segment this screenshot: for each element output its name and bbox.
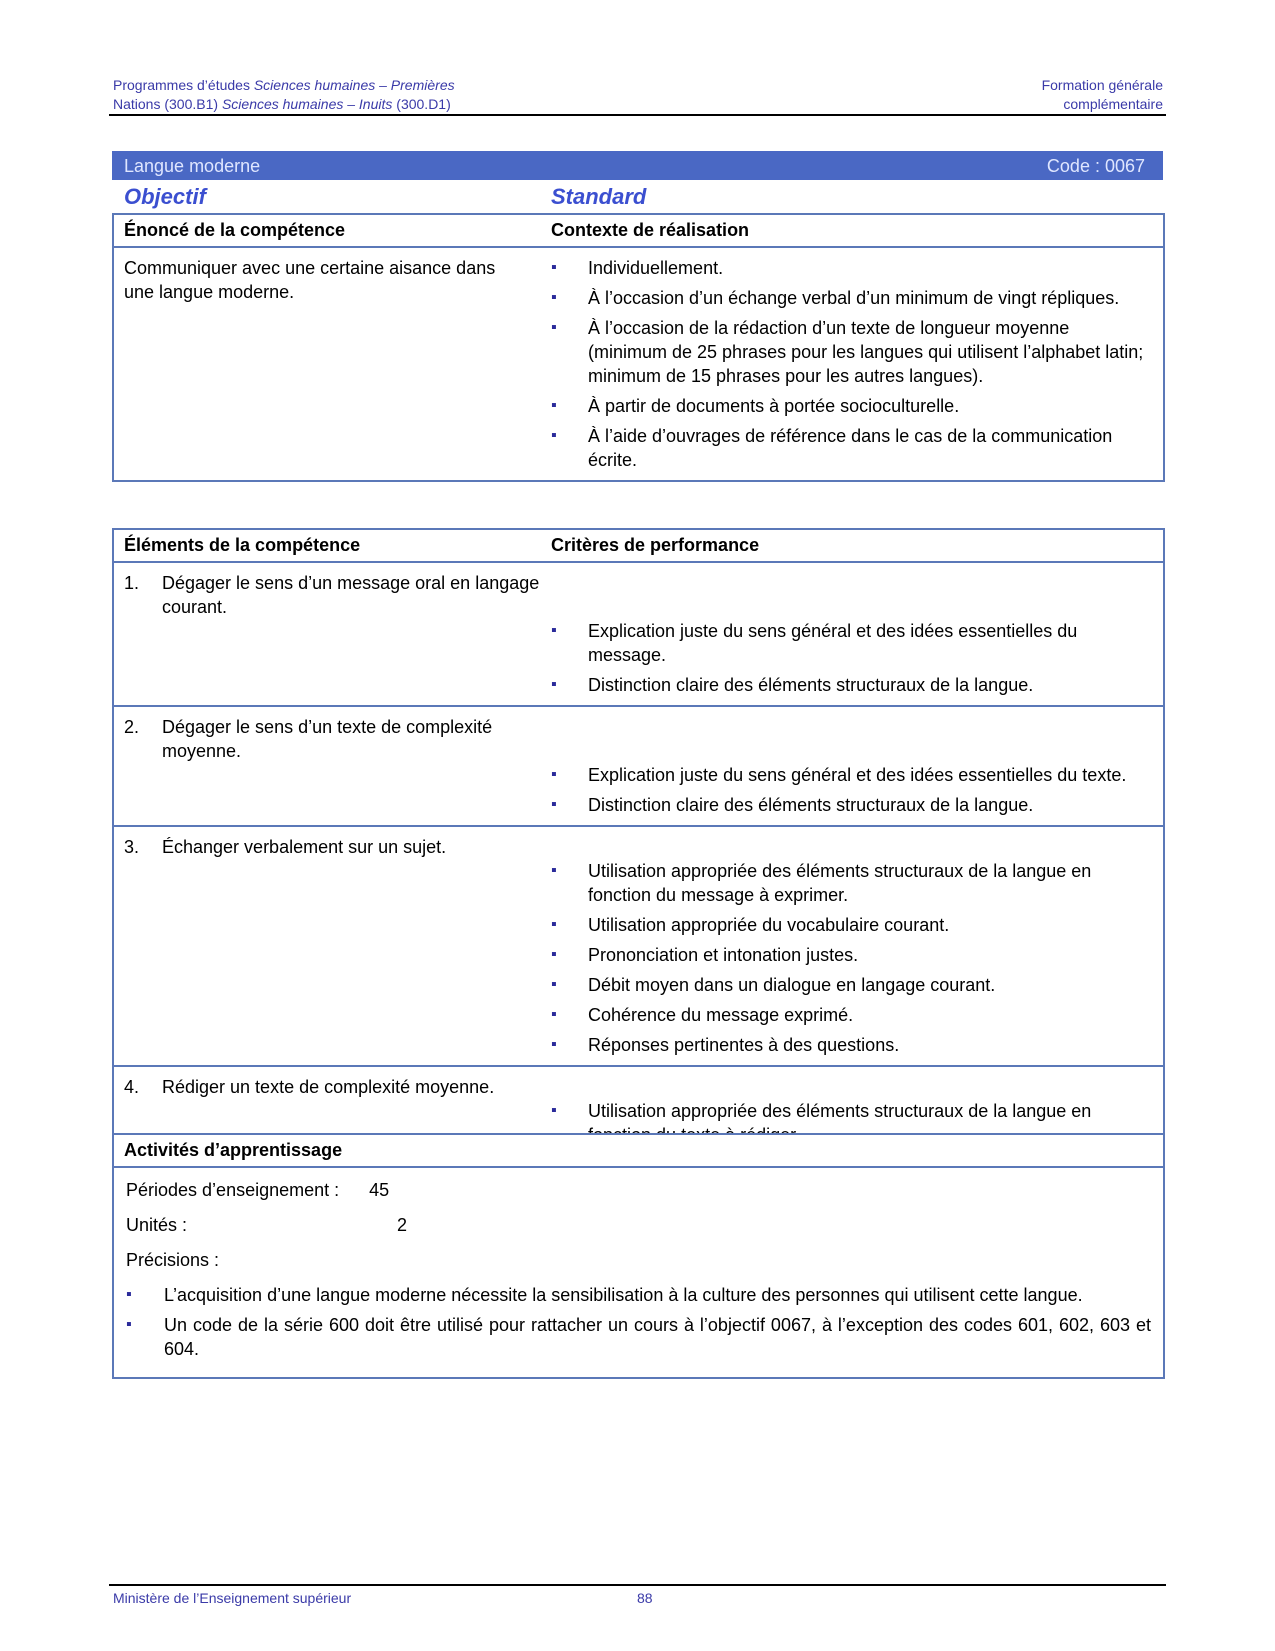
list-item: ▪ À l’occasion de la rédaction d’un texte de longueur moyenne (minimum de 25 phrases pour les langues qui utilisent l’alphabet latin; minimum de 15 phrases pour les autres langues). [551, 318, 1144, 386]
bullet-icon: ▪ [551, 862, 557, 879]
enonce-heading: Énoncé de la compétence [124, 220, 346, 240]
elements-box-head [114, 530, 1163, 563]
activites-heading: Activités d’apprentissage [124, 1140, 343, 1160]
contexte-heading: Contexte de réalisation [551, 220, 750, 240]
header-right-line2: complémentaire [1063, 96, 1163, 112]
objectif-heading: Objectif [124, 184, 206, 209]
list-item: ▪ Individuellement. [551, 258, 724, 278]
course-title: Langue moderne [124, 156, 261, 176]
element-text: Dégager le sens d’un message oral en langage courant. [162, 573, 540, 617]
elements-heading: Éléments de la compétence [124, 535, 361, 555]
list-item: ▪ À l’aide d’ouvrages de référence dans le cas de la communication écrite. [551, 426, 1113, 470]
page-number: 88 [637, 1590, 653, 1606]
periodes-line [126, 1178, 1151, 1202]
list-item: ▪ Utilisation appropriée du vocabulaire courant. [551, 915, 950, 935]
contexte-list [551, 248, 1163, 480]
element-row-2 [114, 705, 1163, 825]
bullet-icon: ▪ [551, 289, 557, 306]
unites-label: Unités : [126, 1215, 188, 1235]
element-number: 4. [124, 1077, 140, 1097]
element-text: Dégager le sens d’un texte de complexité moyenne. [162, 717, 493, 761]
list-item: ▪ Distinction claire des éléments structuraux de la langue. [551, 795, 1034, 815]
bullet-icon: ▪ [551, 397, 557, 414]
header-right-line1: Formation générale [1041, 77, 1163, 93]
bullet-icon: ▪ [551, 259, 557, 276]
course-code: Code : 0067 [1046, 156, 1145, 176]
bullet-icon: ▪ [551, 766, 557, 783]
bullet-icon: ▪ [126, 1316, 132, 1333]
list-item: ▪ Explication juste du sens général et des idées essentielles du message. [551, 621, 1078, 665]
element-item [124, 1075, 562, 1099]
activites-body [114, 1168, 1163, 1377]
element-text: Échanger verbalement sur un sujet. [162, 837, 447, 857]
bullet-icon: ▪ [551, 1036, 557, 1053]
bullet-icon: ▪ [551, 427, 557, 444]
section-heads [112, 184, 1163, 214]
element-item [124, 835, 562, 859]
element-row-1 [114, 563, 1163, 705]
running-header [113, 76, 1163, 116]
header-line1-prefix: Programmes d’études [113, 77, 254, 93]
footer-rule [109, 1584, 1166, 1586]
list-item: ▪ Débit moyen dans un dialogue en langage courant. [551, 975, 996, 995]
list-item: ▪ Distinction claire des éléments structuraux de la langue. [551, 675, 1034, 695]
header-line2-italic: Sciences humaines – Inuits [221, 96, 393, 112]
criteres-list [551, 851, 1163, 1065]
title-band [112, 151, 1163, 180]
activites-box [112, 1133, 1165, 1379]
element-number: 2. [124, 717, 140, 737]
header-rule [109, 114, 1166, 116]
header-line2-prefix: Nations (300.B1) [113, 96, 222, 112]
bullet-icon: ▪ [551, 1006, 557, 1023]
periodes-label: Périodes d’enseignement : [126, 1180, 340, 1200]
bullet-icon: ▪ [551, 976, 557, 993]
list-item: ▪ Réponses pertinentes à des questions. [551, 1035, 900, 1055]
element-item [124, 715, 562, 763]
list-item: ▪ Cohérence du message exprimé. [551, 1005, 854, 1025]
footer-ministry: Ministère de l’Enseignement supérieur [113, 1590, 352, 1606]
activites-box-head [114, 1135, 1163, 1168]
list-item: ▪ Utilisation appropriée des éléments structuraux de la langue en fonction du message à exprimer. [551, 861, 1092, 905]
bullet-icon: ▪ [551, 676, 557, 693]
bullet-icon: ▪ [551, 796, 557, 813]
precisions-label: Précisions : [126, 1250, 220, 1270]
bullet-icon: ▪ [551, 319, 557, 336]
element-row-3 [114, 825, 1163, 1065]
element-text: Rédiger un texte de complexité moyenne. [162, 1077, 495, 1097]
element-number: 3. [124, 837, 140, 857]
header-program [113, 76, 455, 114]
criteres-heading: Critères de performance [551, 535, 760, 555]
header-line1-italic: Sciences humaines – Premières [253, 77, 455, 93]
bullet-icon: ▪ [551, 946, 557, 963]
criteres-list [551, 755, 1163, 825]
list-item: ▪ Utilisation appropriée des éléments structuraux de la langue en [551, 1101, 1092, 1121]
list-item: ▪ À partir de documents à portée socioculturelle. [551, 396, 960, 416]
list-item: ▪ Un code de la série 600 doit être utilisé pour rattacher un cours à l’objectif 0067, à l’exception des codes 601, 602, 603 et 604. [126, 1315, 1151, 1359]
competence-row [114, 248, 1163, 480]
element-item [124, 571, 562, 619]
standard-heading: Standard [551, 184, 647, 209]
bullet-icon: ▪ [551, 622, 557, 639]
bullet-icon: ▪ [126, 1286, 132, 1303]
competence-box-head [114, 215, 1163, 248]
header-line2-suffix: (300.D1) [392, 96, 451, 112]
list-item: ▪ Prononciation et intonation justes. [551, 945, 859, 965]
periodes-value: 45 [369, 1180, 390, 1200]
criteres-list [551, 611, 1163, 705]
header-category [1042, 76, 1163, 114]
competence-box [112, 213, 1165, 482]
bullet-icon: ▪ [551, 916, 557, 933]
bullet-icon: ▪ [551, 1102, 557, 1119]
list-item: ▪ À l’occasion d’un échange verbal d’un minimum de vingt répliques. [551, 288, 1120, 308]
element-number: 1. [124, 573, 140, 593]
page-footer [113, 1590, 653, 1606]
list-item: ▪ L’acquisition d’une langue moderne nécessite la sensibilisation à la culture des personnes qui utilisent cette langue. [126, 1285, 1083, 1305]
list-item: ▪ Explication juste du sens général et des idées essentielles du texte. [551, 765, 1127, 785]
unites-line [126, 1213, 1151, 1237]
unites-value: 2 [397, 1215, 408, 1235]
enonce-text: Communiquer avec une certaine aisance dans une langue moderne. [124, 258, 496, 302]
